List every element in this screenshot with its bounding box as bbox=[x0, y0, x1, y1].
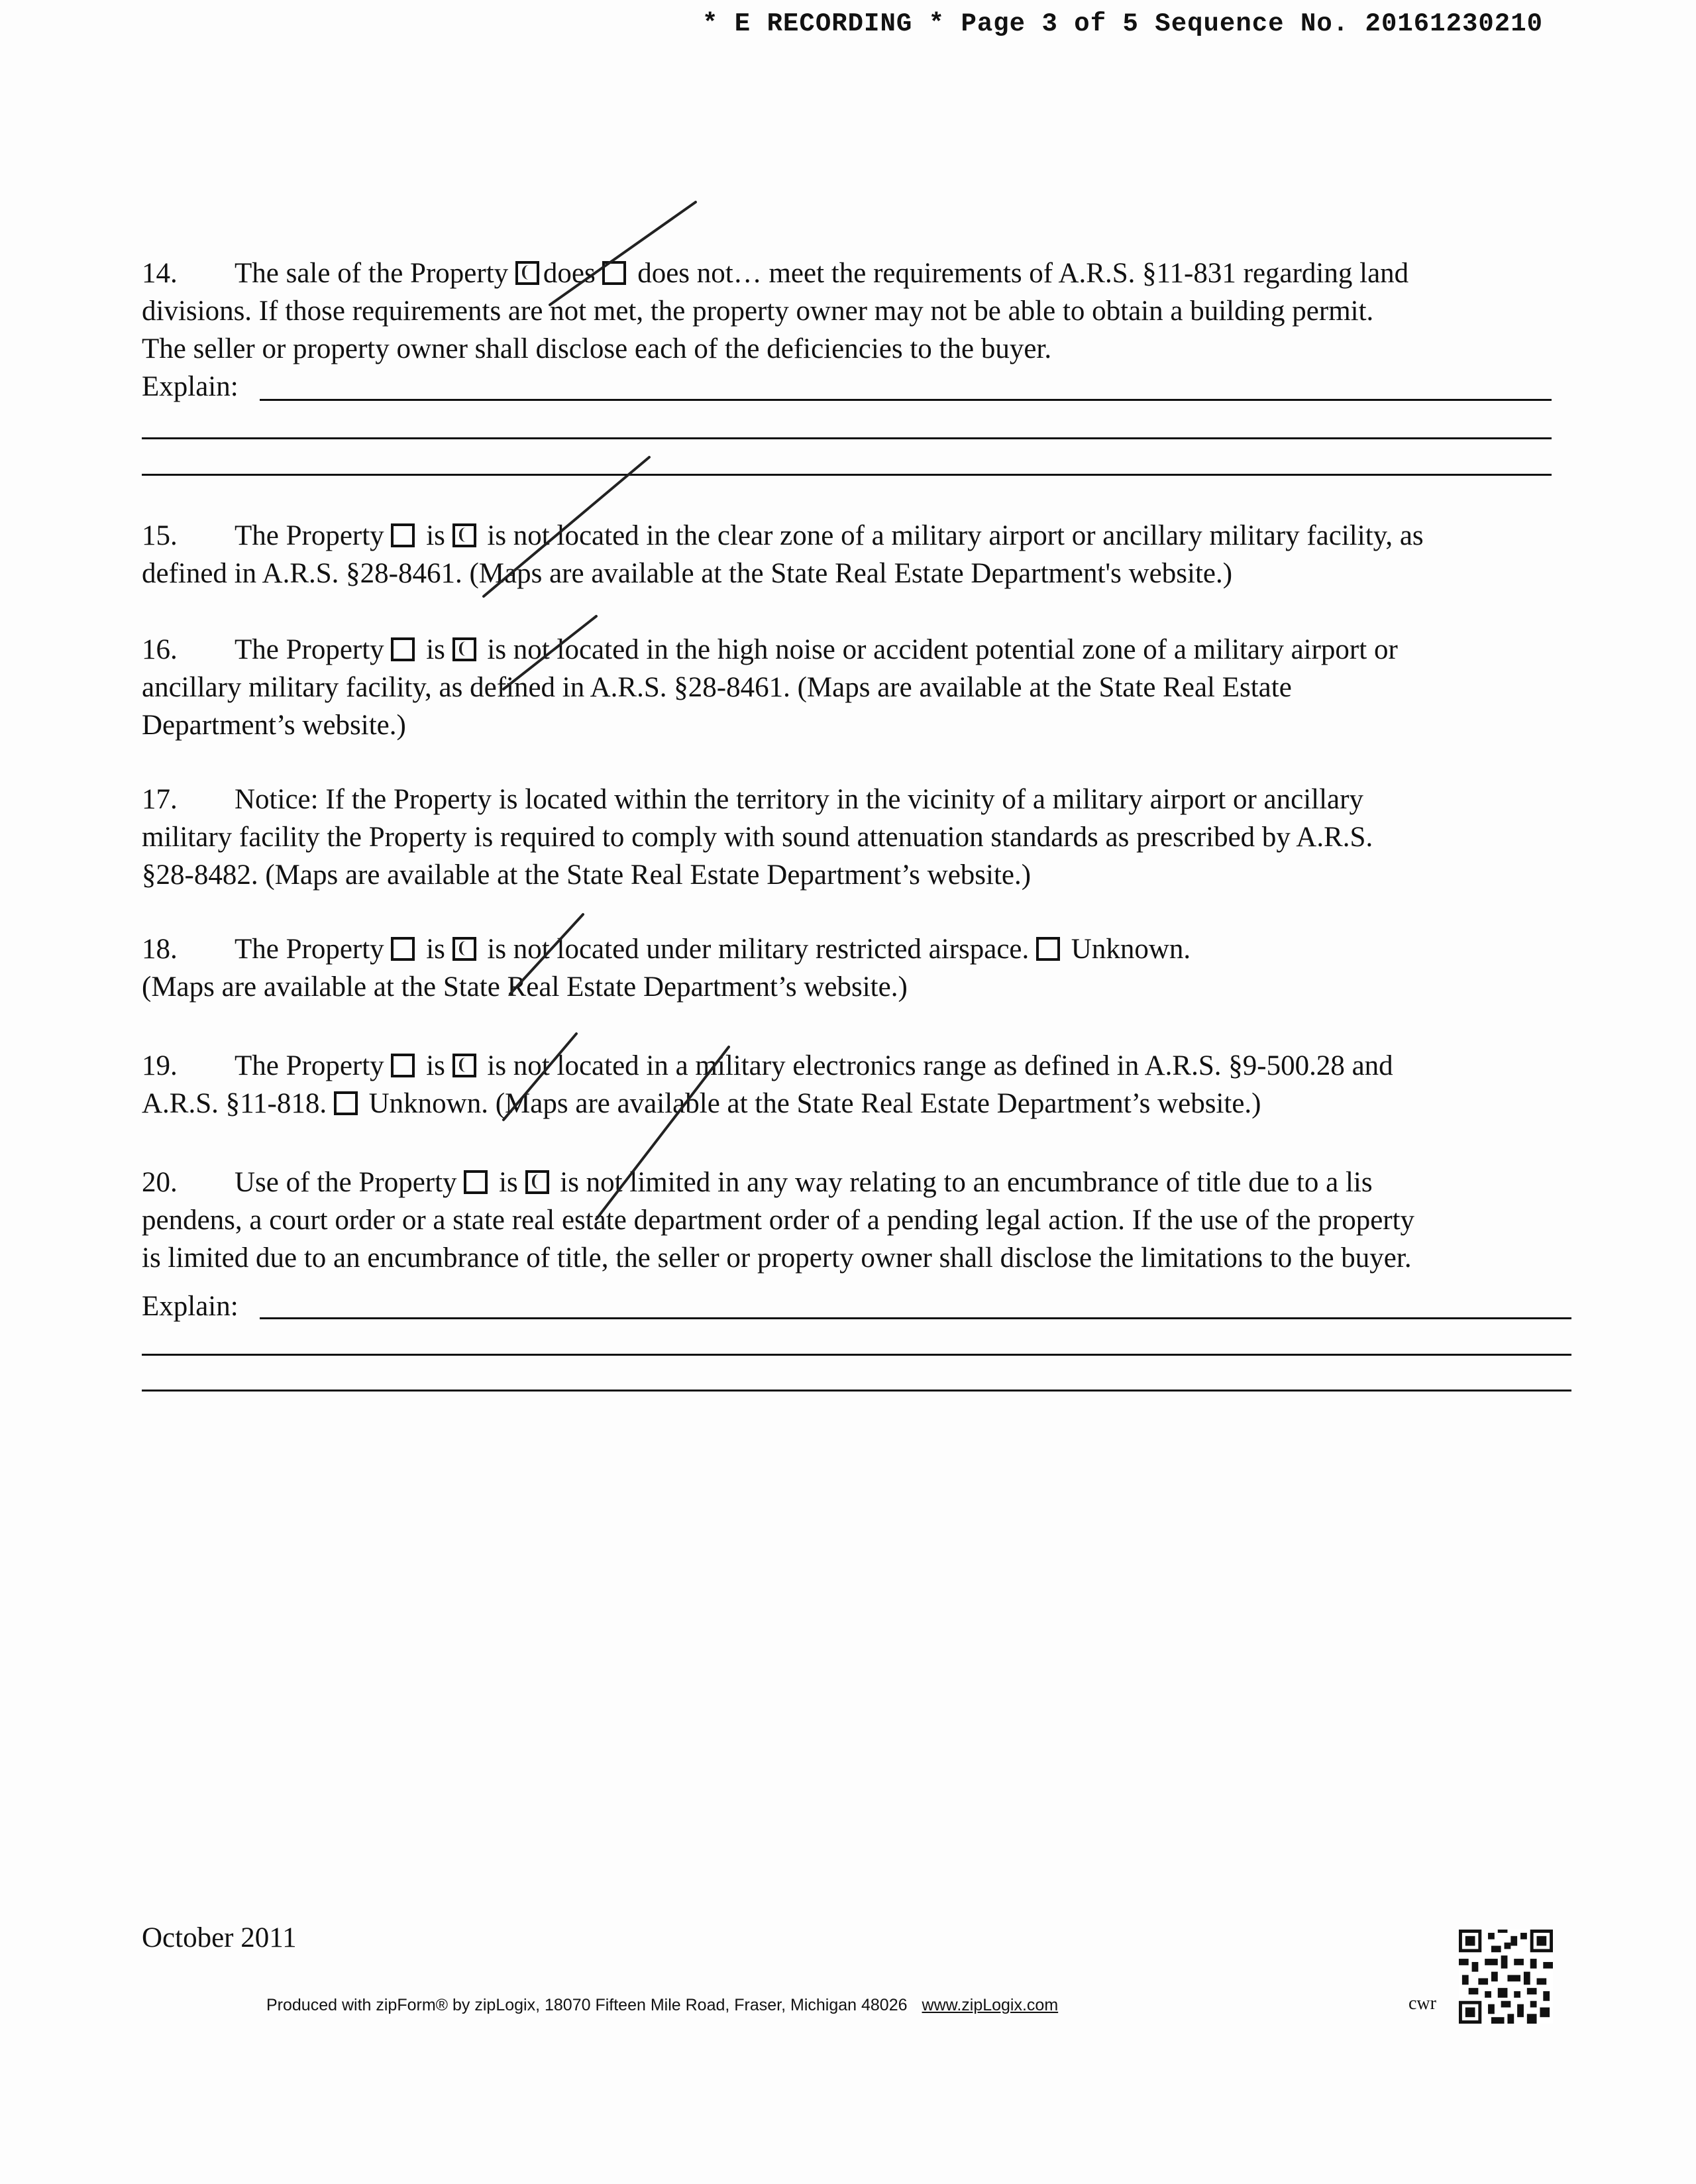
item-16-line-3: Department’s website.) bbox=[142, 710, 406, 741]
checkbox-is[interactable] bbox=[464, 1170, 488, 1194]
item-19-line-1: 19. The Property is is not located in a military electronics range as defined in A.R.S. §9-500.28 and bbox=[142, 1047, 1556, 1085]
item-20-line-3: is limited due to an encumbrance of title, the seller or property owner shall disclose the limitations to the buyer. bbox=[142, 1242, 1412, 1274]
explain-label-14: Explain: bbox=[142, 371, 238, 402]
checkbox-is-not-checked[interactable] bbox=[452, 1054, 476, 1077]
item-16-line-2: ancillary military facility, as defined in A.R.S. §28-8461. (Maps are available at the State Real Estate bbox=[142, 672, 1292, 703]
recording-header: * E RECORDING * Page 3 of 5 Sequence No. 20161230210 bbox=[702, 9, 1543, 38]
item-20-line-1: 20. Use of the Property is is not limited in any way relating to an encumbrance of title due to a lis bbox=[142, 1164, 1556, 1201]
checkbox-does-checked[interactable] bbox=[515, 261, 539, 285]
item-16 bbox=[142, 631, 1556, 744]
checkbox-is[interactable] bbox=[391, 637, 415, 661]
item-number: 15. bbox=[142, 520, 178, 551]
item-14-line-1: 14. The sale of the Property does does not… meet the requirements of A.R.S. §11-831 regarding land bbox=[142, 254, 1556, 292]
checkbox-is-not-checked[interactable] bbox=[525, 1170, 549, 1194]
item-17-line-1: 17. Notice: If the Property is located within the territory in the vicinity of a military airport or ancillary bbox=[142, 781, 1556, 818]
explain-line-14b[interactable] bbox=[142, 437, 1552, 439]
checkbox-unknown[interactable] bbox=[334, 1091, 358, 1115]
checkbox-is[interactable] bbox=[391, 937, 415, 961]
item-19-line-2: A.R.S. §11-818. Unknown. (Maps are available at the State Real Estate Department’s website.) bbox=[142, 1088, 1261, 1119]
produced-by-line: Produced with zipForm® by zipLogix, 18070 Fifteen Mile Road, Fraser, Michigan 48026 www.zipLogix.com bbox=[266, 1996, 1059, 2014]
item-number: 20. bbox=[142, 1167, 178, 1198]
item-15-line-1: 15. The Property is is not located in the clear zone of a military airport or ancillary military facility, as bbox=[142, 517, 1556, 555]
item-14-line-3: The seller or property owner shall disclose each of the deficiencies to the buyer. bbox=[142, 333, 1052, 364]
item-number: 14. bbox=[142, 258, 178, 289]
item-number: 17. bbox=[142, 784, 178, 815]
item-16-line-1: 16. The Property is is not located in the high noise or accident potential zone of a military airport or bbox=[142, 631, 1556, 669]
checkbox-does-not[interactable] bbox=[602, 261, 626, 285]
explain-line-20b[interactable] bbox=[142, 1354, 1571, 1356]
checkbox-is[interactable] bbox=[391, 1054, 415, 1077]
item-17-line-2: military facility the Property is required to comply with sound attenuation standards as prescribed by A.R.S. bbox=[142, 822, 1373, 853]
form-date: October 2011 bbox=[142, 1922, 297, 1953]
checkbox-unknown[interactable] bbox=[1036, 937, 1060, 961]
item-18 bbox=[142, 930, 1556, 1006]
explain-line-14a[interactable] bbox=[260, 399, 1552, 401]
item-15 bbox=[142, 517, 1556, 592]
item-18-line-1: 18. The Property is is not located under military restricted airspace. Unknown. bbox=[142, 930, 1556, 968]
item-18-line-2: (Maps are available at the State Real Estate Department’s website.) bbox=[142, 971, 908, 1003]
checkbox-is-not-checked[interactable] bbox=[452, 637, 476, 661]
item-20-line-2: pendens, a court order or a state real estate department order of a pending legal action. If the use of the property bbox=[142, 1205, 1415, 1236]
item-15-line-2: defined in A.R.S. §28-8461. (Maps are available at the State Real Estate Department's website.) bbox=[142, 558, 1233, 589]
ziplogix-link[interactable]: www.zipLogix.com bbox=[922, 1996, 1059, 2014]
item-14-line-2: divisions. If those requirements are not met, the property owner may not be able to obtain a building permit. bbox=[142, 296, 1374, 327]
explain-line-20c[interactable] bbox=[142, 1390, 1571, 1392]
checkbox-is-not-checked[interactable] bbox=[452, 523, 476, 547]
explain-label-20: Explain: bbox=[142, 1291, 238, 1322]
item-17-line-3: §28-8482. (Maps are available at the State Real Estate Department’s website.) bbox=[142, 859, 1032, 891]
item-number: 18. bbox=[142, 934, 178, 965]
initials: cwr bbox=[1408, 1993, 1436, 2014]
item-number: 19. bbox=[142, 1050, 178, 1081]
item-19 bbox=[142, 1047, 1556, 1122]
item-17 bbox=[142, 781, 1556, 894]
item-number: 16. bbox=[142, 634, 178, 665]
item-20 bbox=[142, 1164, 1556, 1277]
explain-line-20a[interactable] bbox=[260, 1317, 1571, 1319]
qr-code-icon bbox=[1458, 1930, 1554, 2024]
explain-line-14c[interactable] bbox=[142, 474, 1552, 476]
checkbox-is-not-checked[interactable] bbox=[452, 937, 476, 961]
item-14 bbox=[142, 254, 1556, 368]
checkbox-is[interactable] bbox=[391, 523, 415, 547]
